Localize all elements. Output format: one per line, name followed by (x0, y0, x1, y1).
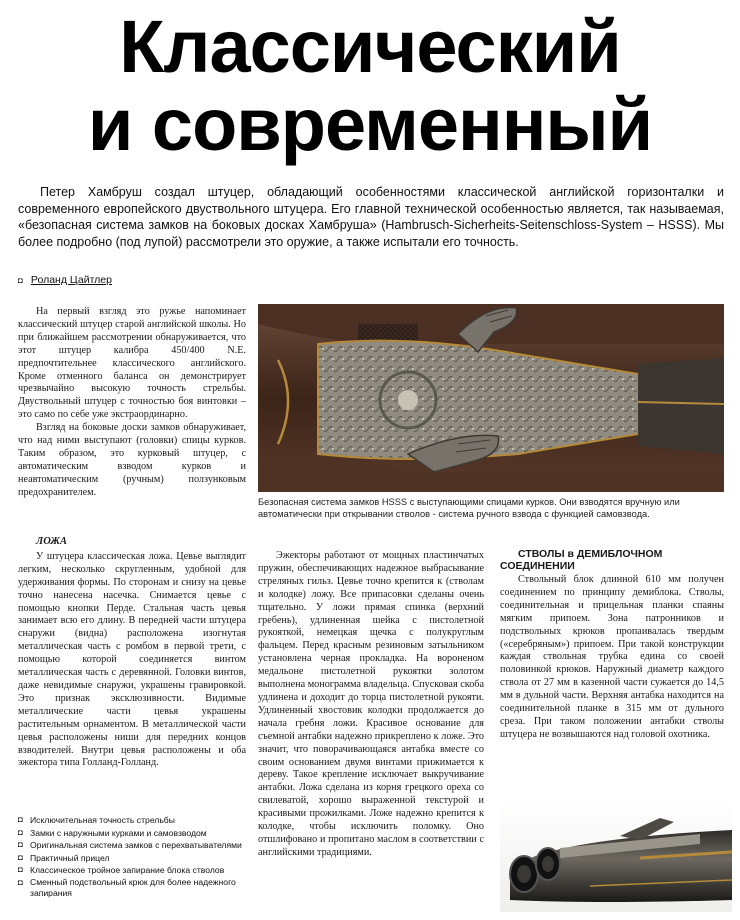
barrels-photo (500, 800, 732, 912)
feature-bullet-icon: ◘ (18, 840, 23, 850)
author-name[interactable]: Роланд Цайтлер (30, 274, 112, 286)
intro-paragraph-2: Взгляд на боковые доски замков обнаруживает, что над ними выступают (головки) спицы курков. Таким образом, это курковый штуцер, с автоматическим взводом курков и неавтоматическим (ручным) ползунковым предохранителем. (18, 422, 246, 498)
section-heading-stock: ЛОЖА (36, 536, 68, 547)
feature-bullet-icon: ◘ (18, 852, 23, 862)
photo-caption: Безопасная система замков HSSS с выступающими спицами курков. Они взводятся вручную или автоматически при открывании стволов - система ручного взвода с функцией самовзвода. (258, 497, 680, 519)
column-barrels (500, 548, 724, 742)
intro-text (18, 306, 246, 500)
feature-item: ◘ Оригинальная система замков с перехватывателями (18, 840, 242, 851)
feature-bullet-icon: ◘ (18, 815, 23, 824)
feature-bullet-icon: ◘ (18, 827, 23, 837)
author-bullet-icon: ◘ (18, 276, 23, 285)
feature-item: ◘ Замки с наружными курками и самовзводом (18, 827, 207, 838)
stock-text: У штуцера классическая ложа. Цевье выглядит легким, несколько скругленным, удобной для удерживания формы. По сторонам и снизу на цевье точно нанесена насечка. Снимается цевье с помощью кнопки Перде. Стальная часть цевья занимает всю его длину. В передней части штуцера снаружи (видна) расположена изогнутая металлическая часть с ромбом в первой трети, с помощью которой соединяется винтом металлическая часть с деревянной. Головки винтов, даже невидимые снаружи, украшены гравировкой. Это признак эксклюзивности. Видимые металлические части цевья украшены растительным орнаментом. В металлической части цевья расположены ниши для передних концов взводителей. Внутри цевья расположены и оба эжектора типа Голланд-Голланд. (18, 550, 246, 769)
feature-bullet-icon: ◘ (18, 877, 23, 887)
feature-item: ◘ Практичный прицел (18, 852, 110, 863)
intro-paragraph-1: На первый взгляд это ружье напоминает классический штуцер старой английской школы. Но при ближайшем рассмотрении обнаруживается, что этот штуцер калибра 450/400 N.E. предпочтительнее классического английского. Кроме отменного баланса он демонстрирует чрезвычайно высокую точность стрельбы. Двуствольный штуцер с точностью боя винтовки – это само по себе уже экстраординарно. (18, 306, 246, 421)
feature-item: ◘ Классическое тройное запирание блока стволов (18, 865, 225, 876)
author-byline (18, 274, 112, 286)
section-heading-barrels: СТВОЛЫ в ДЕМИБЛОЧНОМ СОЕДИНЕНИИ (500, 548, 663, 572)
column-stock (18, 536, 246, 770)
column-ejectors (258, 550, 484, 860)
page-title-line2: и современный (87, 83, 653, 166)
feature-item: ◘ Исключительная точность стрельбы (18, 815, 175, 825)
ejectors-text: Эжекторы работают от мощных пластинчатых пружин, обеспечивающих надежное выбрасывание стреляных гильз. Цевье точно крепится к (стволам и колодке) ложу. Все припасовки сделаны очень тщательно. У ложи прямая спинка (верхний гребень), удлиненная шейка с пистолетной рукояткой, немецкая щечка с полукруглым фальцем. Перед красным резиновым затыльником установлена черная прокладка. На вороненом медальоне пистолетной рукоятки золотом выполнена монограмма владельца. Спусковая скоба удлинена и доходит до торца пистолетной рукояти. Удлиненный хвостовик колодки продолжается до начала гребня ложи. Красивое основание для съемной антабки надежно прикреплено к ложе. Это значит, что поворачивающаяся антабка вместе со своим основанием двумя винтами прижимается к дереву. Такое крепление исключает выкручивание антабки. Ложа сделана из корня грецкого ореха со свилеватой, хорошо выраженной текстурой и красивыми прожилками. Ложе надежно крепится к колодке, чтобы исключить поломку. Оно отшлифовано и пропитано маслом в соответствии с английскими традициями. (258, 550, 484, 858)
page-title-line1: Классический (119, 5, 621, 88)
feature-bullet-icon: ◘ (18, 865, 23, 875)
feature-item: ◘ Сменный подствольный крюк для более надежного запирания (18, 876, 236, 898)
action-photo (258, 304, 724, 492)
barrels-text: Ствольный блок длинной 610 мм получен соединением по принципу демиблока. Стволы, соединительная и прицельная планки спаяны мягким припоем. Зона патронников и подствольных крюков пропаивалась твердым («серебряным») припоем. При такой конструкции каждая ствольная трубка едина со своей половинкой крюков. Наружный диаметр каждого ствола от 27 мм в казенной части сужается до 14,5 мм в дульной части. Верхняя антабка находится на соединительной планке в 315 мм от дульного среза. При таком положении антабки стволы штуцера не возвышаются над головой охотника. (500, 574, 724, 740)
lead-paragraph: Петер Хамбруш создал штуцер, обладающий особенностями классической английской горизонталки и современного европейского двуствольного штуцера. Его главной технической особенностью является, так называемая, «безопасная система замков на боковых досках Хамбруша» (Hambrusch-Sicherheits-Seitenschloss-System – HSSS). Мы более подробно (под лупой) рассмотрели это оружие, а также испытали его точность. (18, 185, 724, 249)
features-list (18, 814, 258, 899)
